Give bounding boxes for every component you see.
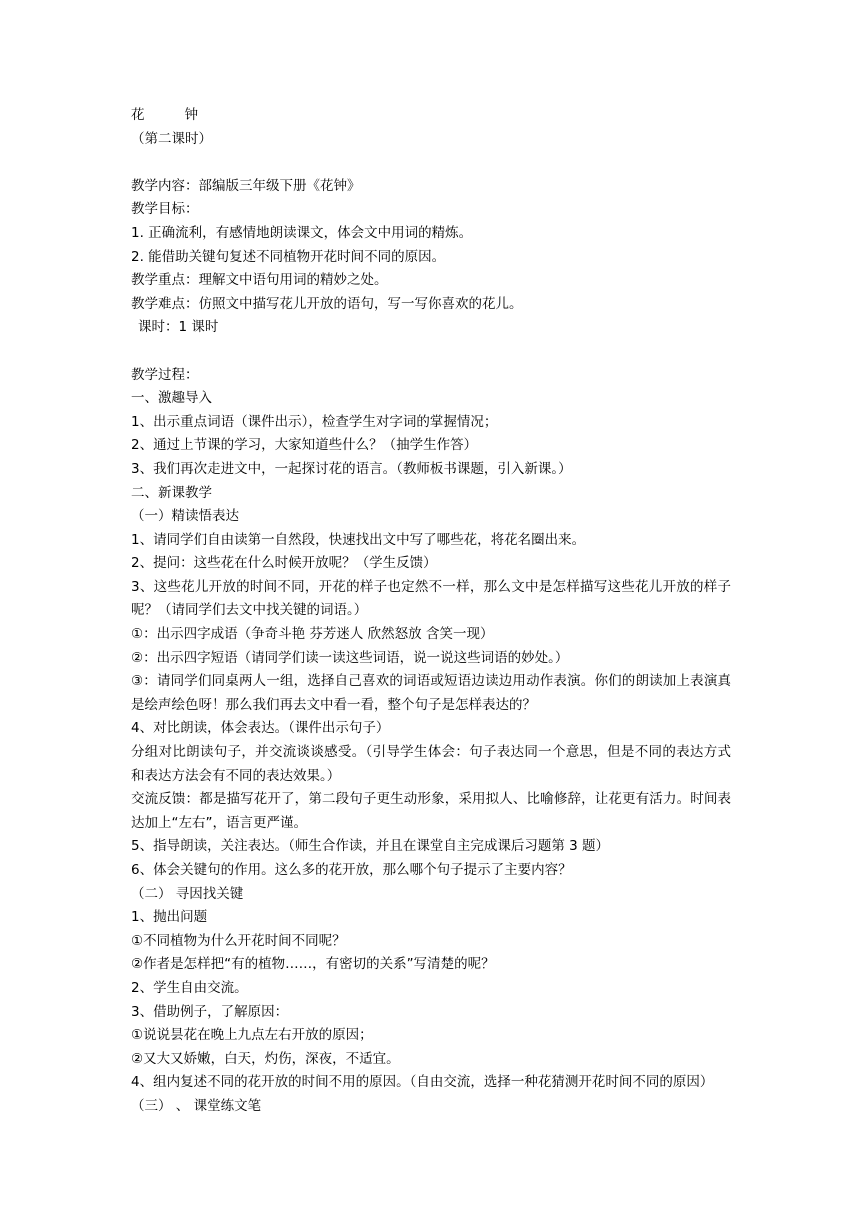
goal-item: 1. 正确流利，有感情地朗读课文，体会文中用词的精炼。 bbox=[131, 224, 473, 241]
step-item: 3、借助例子，了解原因： bbox=[131, 1003, 289, 1020]
section-heading: 二、新课教学 bbox=[131, 484, 212, 501]
step-item: 1、抛出问题 bbox=[131, 909, 208, 926]
key-point: 教学重点：理解文中语句用词的精妙之处。 bbox=[131, 272, 388, 289]
title-right: 钟 bbox=[184, 107, 198, 123]
subsection-heading: （一）精读悟表达 bbox=[131, 508, 239, 525]
subsection-heading: （二） 寻因找关键 bbox=[131, 885, 244, 902]
blank-line bbox=[131, 340, 731, 364]
process-heading: 教学过程： bbox=[131, 366, 199, 383]
difficulty: 教学难点：仿照文中描写花儿开放的语句，写一写你喜欢的花儿。 bbox=[131, 295, 523, 312]
step-item: 2、提问：这些花在什么时候开放呢？（学生反馈） bbox=[131, 555, 437, 572]
goal-item: 2. 能借助关键句复述不同植物开花时间不同的原因。 bbox=[131, 248, 446, 265]
step-item: 2、通过上节课的学习，大家知道些什么？（抽学生作答） bbox=[131, 437, 478, 454]
step-subitem: ①不同植物为什么开花时间不同呢？ bbox=[131, 932, 346, 949]
document-body bbox=[131, 104, 731, 1119]
section-heading: 一、激趣导入 bbox=[131, 390, 212, 407]
subtitle: （第二课时） bbox=[131, 130, 212, 147]
step-paragraph: 分组对比朗读句子，并交流谈谈感受。（引导学生体会：句子表达同一个意思，但是不同的表达方式和表达方法会有不同的表达效果。） bbox=[131, 744, 731, 784]
teaching-content: 教学内容：部编版三年级下册《花钟》 bbox=[131, 177, 361, 194]
step-subitem: ②作者是怎样把“有的植物……，有密切的关系”写清楚的呢？ bbox=[131, 956, 495, 973]
step-paragraph: 交流反馈：都是描写花开了，第二段句子更生动形象，采用拟人、比喻修辞，让花更有活力。时间表达加上“左右”，语言更严谨。 bbox=[131, 791, 731, 831]
title-left: 花 bbox=[131, 107, 145, 123]
step-item: 2、学生自由交流。 bbox=[131, 979, 248, 996]
step-subitem: ①：出示四字成语（争奇斗艳 芬芳迷人 欣然怒放 含笑一现） bbox=[131, 626, 494, 643]
subsection-heading: （三） 、 课堂练文笔 bbox=[131, 1097, 262, 1114]
step-item: 5、指导朗读，关注表达。（师生合作读，并且在课堂自主完成课后习题第 3 题） bbox=[131, 838, 610, 855]
step-item: 3、这些花儿开放的时间不同，开花的样子也定然不一样，那么文中是怎样描写这些花儿开放的样子呢？（请同学们去文中找关键的词语。） bbox=[131, 578, 731, 619]
step-item: 4、对比朗读，体会表达。（课件出示句子） bbox=[131, 720, 390, 737]
step-item: 3、我们再次走进文中，一起探讨花的语言。（教师板书课题，引入新课。） bbox=[131, 460, 572, 477]
goal-heading: 教学目标： bbox=[131, 201, 199, 218]
class-hours: 课时：1 课时 bbox=[138, 319, 219, 336]
blank-line bbox=[131, 151, 731, 175]
step-subitem: ①说说昙花在晚上九点左右开放的原因； bbox=[131, 1027, 373, 1044]
step-item: 1、出示重点词语（课件出示），检查学生对字词的掌握情况； bbox=[131, 413, 498, 430]
step-item: 6、体会关键句的作用。这么多的花开放，那么哪个句子提示了主要内容？ bbox=[131, 862, 572, 878]
step-item: 4、组内复述不同的花开放的时间不用的原因。（自由交流，选择一种花猜测开花时间不同的原因） bbox=[131, 1074, 714, 1091]
step-subitem: ②又大又娇嫩，白天，灼伤，深夜，不适宜。 bbox=[131, 1050, 400, 1067]
step-item: 1、请同学们自由读第一自然段，快速找出文中写了哪些花，将花名圈出来。 bbox=[131, 531, 586, 548]
step-subitem: ③：请同学们同桌两人一组，选择自己喜欢的词语或短语边读边用动作表演。你们的朗读加上表演真是绘声绘色呀！那么我们再去文中看一看，整个句子是怎样表达的？ bbox=[131, 673, 731, 713]
step-subitem: ②：出示四字短语（请同学们读一读这些词语，说一说这些词语的妙处。） bbox=[131, 649, 569, 666]
document-title bbox=[131, 104, 731, 128]
